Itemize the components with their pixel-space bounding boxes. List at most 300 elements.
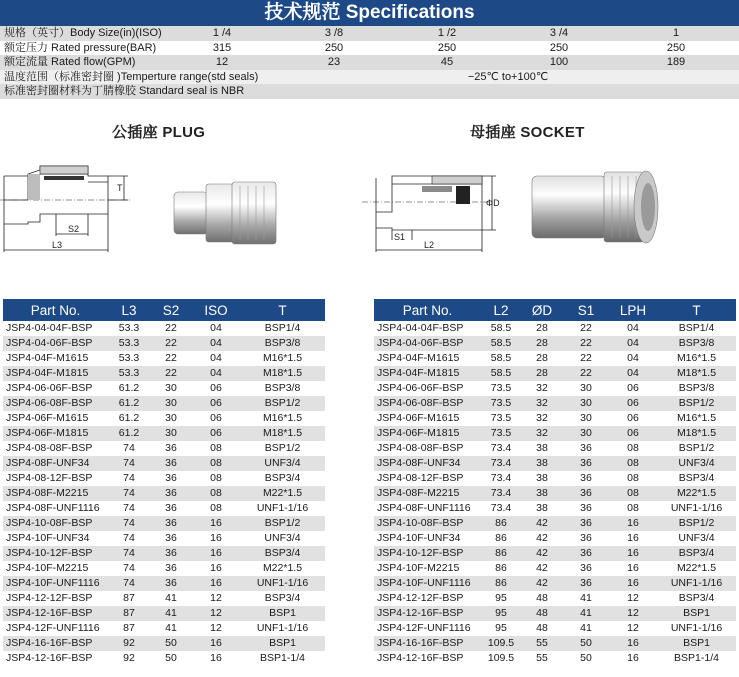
- plug-table: [3, 299, 325, 666]
- table-row: [3, 441, 325, 456]
- spec-row-body-size: [0, 26, 739, 41]
- table-cell: 92: [108, 651, 150, 666]
- part-number-cell: JSP4-12-16F-BSP: [374, 651, 481, 666]
- spec-value: 23: [327, 56, 341, 68]
- table-cell: 74: [108, 501, 150, 516]
- spec-value: 250: [324, 41, 344, 54]
- table-cell: UNF3/4: [657, 456, 736, 471]
- table-cell: 30: [563, 396, 609, 411]
- table-row: [3, 456, 325, 471]
- table-cell: UNF1-1/16: [657, 576, 736, 591]
- table-row: [3, 336, 325, 351]
- part-number-cell: JSP4-10F-UNF1116: [3, 576, 108, 591]
- table-row: [374, 366, 736, 381]
- table-cell: 38: [521, 441, 563, 456]
- table-row: [374, 651, 736, 666]
- table-row: [374, 561, 736, 576]
- plug-technical-drawing: [0, 152, 140, 262]
- table-cell: BSP3/8: [240, 336, 325, 351]
- table-row: [3, 636, 325, 651]
- table-cell: 61.2: [108, 396, 150, 411]
- table-cell: 87: [108, 591, 150, 606]
- table-cell: 04: [192, 336, 240, 351]
- table-row: [3, 381, 325, 396]
- socket-product-image: [530, 166, 670, 248]
- table-cell: 08: [192, 456, 240, 471]
- table-cell: 61.2: [108, 381, 150, 396]
- spec-row-pressure: [0, 41, 739, 56]
- table-cell: 87: [108, 621, 150, 636]
- table-row: [3, 321, 325, 336]
- table-cell: 12: [609, 591, 657, 606]
- table-row: [374, 591, 736, 606]
- table-row: [374, 381, 736, 396]
- table-cell: 38: [521, 486, 563, 501]
- table-row: [3, 501, 325, 516]
- table-cell: UNF1-1/16: [657, 501, 736, 516]
- part-number-cell: JSP4-04-04F-BSP: [374, 321, 481, 336]
- part-number-cell: JSP4-10-12F-BSP: [374, 546, 481, 561]
- table-cell: 38: [521, 456, 563, 471]
- table-cell: 36: [150, 456, 192, 471]
- table-cell: M22*1.5: [657, 561, 736, 576]
- table-cell: 04: [609, 366, 657, 381]
- spec-value: 1: [672, 27, 680, 39]
- table-cell: 73.5: [481, 411, 521, 426]
- part-number-cell: JSP4-06-06F-BSP: [374, 381, 481, 396]
- part-number-cell: JSP4-12-16F-BSP: [374, 606, 481, 621]
- socket-table-header: [374, 299, 736, 321]
- table-row: [374, 441, 736, 456]
- table-cell: 73.4: [481, 486, 521, 501]
- table-cell: 73.4: [481, 441, 521, 456]
- table-cell: BSP1: [657, 636, 736, 651]
- plug-table-header: [3, 299, 325, 321]
- table-cell: 08: [609, 456, 657, 471]
- table-row: [3, 606, 325, 621]
- table-cell: 06: [609, 411, 657, 426]
- table-cell: 16: [192, 561, 240, 576]
- table-cell: 28: [521, 321, 563, 336]
- table-cell: 109.5: [481, 651, 521, 666]
- table-cell: 86: [481, 531, 521, 546]
- table-cell: 74: [108, 516, 150, 531]
- table-cell: BSP1-1/4: [657, 651, 736, 666]
- table-cell: 30: [563, 411, 609, 426]
- table-row: [374, 456, 736, 471]
- part-number-cell: JSP4-06F-M1615: [3, 411, 108, 426]
- table-cell: 36: [150, 471, 192, 486]
- table-cell: 58.5: [481, 351, 521, 366]
- part-number-cell: JSP4-16-16F-BSP: [3, 636, 108, 651]
- table-cell: 22: [563, 321, 609, 336]
- plug-product-image: [170, 178, 280, 248]
- table-cell: 22: [150, 366, 192, 381]
- part-number-cell: JSP4-06F-M1815: [374, 426, 481, 441]
- table-cell: 74: [108, 471, 150, 486]
- table-cell: 06: [192, 381, 240, 396]
- table-cell: 73.4: [481, 501, 521, 516]
- part-number-cell: JSP4-04-06F-BSP: [374, 336, 481, 351]
- table-cell: BSP3/4: [240, 591, 325, 606]
- table-cell: 12: [192, 591, 240, 606]
- table-cell: 16: [192, 516, 240, 531]
- part-number-cell: JSP4-12-16F-BSP: [3, 606, 108, 621]
- spec-label: 标准密封圈材料为丁腈橡胶 Standard seal is NBR: [4, 85, 245, 97]
- part-number-cell: JSP4-10-12F-BSP: [3, 546, 108, 561]
- part-number-cell: JSP4-06F-M1815: [3, 426, 108, 441]
- spec-title: 技术规范 Specifications: [0, 0, 739, 26]
- table-cell: 22: [563, 366, 609, 381]
- part-number-cell: JSP4-12-12F-BSP: [374, 591, 481, 606]
- table-row: [3, 516, 325, 531]
- table-cell: 109.5: [481, 636, 521, 651]
- table-cell: 58.5: [481, 366, 521, 381]
- table-cell: 73.5: [481, 381, 521, 396]
- table-cell: 36: [563, 441, 609, 456]
- table-cell: UNF1-1/16: [240, 621, 325, 636]
- table-cell: 73.5: [481, 426, 521, 441]
- spec-value: 1 /2: [437, 27, 457, 39]
- part-number-cell: JSP4-04F-M1615: [374, 351, 481, 366]
- table-cell: 41: [150, 606, 192, 621]
- table-cell: 04: [609, 321, 657, 336]
- part-number-cell: JSP4-10-08F-BSP: [3, 516, 108, 531]
- table-cell: BSP1/2: [657, 516, 736, 531]
- spec-value: 250: [666, 41, 686, 54]
- part-number-cell: JSP4-08-08F-BSP: [374, 441, 481, 456]
- socket-table: [374, 299, 736, 666]
- table-cell: M18*1.5: [240, 366, 325, 381]
- table-cell: 06: [609, 396, 657, 411]
- table-cell: M16*1.5: [240, 411, 325, 426]
- table-cell: 42: [521, 546, 563, 561]
- table-cell: BSP1/2: [240, 441, 325, 456]
- table-cell: 06: [609, 426, 657, 441]
- table-cell: M16*1.5: [657, 411, 736, 426]
- part-number-cell: JSP4-12-16F-BSP: [3, 651, 108, 666]
- table-cell: 16: [609, 651, 657, 666]
- table-cell: BSP3/4: [240, 546, 325, 561]
- table-cell: 06: [192, 396, 240, 411]
- table-cell: 12: [609, 606, 657, 621]
- table-row: [3, 471, 325, 486]
- table-cell: 30: [150, 381, 192, 396]
- table-cell: M18*1.5: [657, 426, 736, 441]
- part-number-cell: JSP4-06-08F-BSP: [3, 396, 108, 411]
- table-cell: 53.3: [108, 366, 150, 381]
- spec-label: 额定压力 Rated pressure(BAR): [4, 41, 157, 54]
- table-cell: 28: [521, 351, 563, 366]
- table-cell: 74: [108, 441, 150, 456]
- table-cell: 58.5: [481, 336, 521, 351]
- part-number-cell: JSP4-12F-UNF1116: [3, 621, 108, 636]
- part-number-cell: JSP4-08F-UNF34: [374, 456, 481, 471]
- table-cell: M22*1.5: [657, 486, 736, 501]
- table-cell: 16: [609, 561, 657, 576]
- plug-title: 公插座 PLUG: [112, 124, 206, 141]
- table-cell: BSP3/4: [657, 471, 736, 486]
- table-cell: BSP3/8: [657, 381, 736, 396]
- table-cell: 36: [150, 516, 192, 531]
- table-cell: 06: [609, 381, 657, 396]
- table-cell: 36: [150, 486, 192, 501]
- table-cell: 86: [481, 561, 521, 576]
- table-cell: UNF3/4: [240, 456, 325, 471]
- table-cell: 22: [150, 336, 192, 351]
- table-cell: 74: [108, 486, 150, 501]
- table-row: [3, 366, 325, 381]
- spec-section: [0, 0, 739, 99]
- table-cell: 42: [521, 531, 563, 546]
- table-cell: 50: [563, 651, 609, 666]
- spec-value: 3 /4: [549, 27, 569, 39]
- dim-label-s1: S1: [394, 232, 406, 242]
- table-cell: 41: [150, 591, 192, 606]
- part-number-cell: JSP4-12-12F-BSP: [3, 591, 108, 606]
- table-cell: 08: [609, 501, 657, 516]
- part-number-cell: JSP4-10F-UNF1116: [374, 576, 481, 591]
- spec-value: 1 /4: [212, 27, 232, 39]
- table-cell: 50: [150, 636, 192, 651]
- table-cell: 42: [521, 516, 563, 531]
- table-cell: 04: [609, 336, 657, 351]
- table-cell: 30: [150, 411, 192, 426]
- table-cell: 36: [150, 576, 192, 591]
- table-cell: 28: [521, 366, 563, 381]
- spec-value: 315: [212, 41, 232, 54]
- table-cell: 16: [609, 546, 657, 561]
- part-number-cell: JSP4-06F-M1615: [374, 411, 481, 426]
- table-cell: 38: [521, 501, 563, 516]
- part-number-cell: JSP4-10F-UNF34: [374, 531, 481, 546]
- table-row: [374, 636, 736, 651]
- table-row: [374, 486, 736, 501]
- part-number-cell: JSP4-08F-UNF34: [3, 456, 108, 471]
- table-cell: 12: [192, 606, 240, 621]
- table-cell: 32: [521, 381, 563, 396]
- table-cell: 55: [521, 651, 563, 666]
- column-header: Part No.: [3, 299, 108, 321]
- table-cell: 95: [481, 621, 521, 636]
- table-cell: 04: [192, 351, 240, 366]
- socket-title: 母插座 SOCKET: [470, 124, 585, 141]
- dim-label-s2: S2: [68, 224, 80, 234]
- table-cell: 16: [192, 636, 240, 651]
- table-cell: 22: [563, 336, 609, 351]
- table-cell: 86: [481, 546, 521, 561]
- table-cell: 36: [150, 441, 192, 456]
- table-cell: 74: [108, 561, 150, 576]
- spec-value: 189: [666, 56, 686, 68]
- table-row: [374, 546, 736, 561]
- table-cell: BSP1/2: [240, 396, 325, 411]
- column-header: L3: [108, 299, 150, 321]
- table-cell: BSP3/8: [240, 381, 325, 396]
- column-header: ISO: [192, 299, 240, 321]
- table-cell: BSP1/2: [657, 441, 736, 456]
- table-row: [3, 411, 325, 426]
- table-cell: 36: [563, 561, 609, 576]
- table-cell: 32: [521, 411, 563, 426]
- table-row: [3, 576, 325, 591]
- table-cell: 36: [563, 516, 609, 531]
- part-number-cell: JSP4-10F-M2215: [374, 561, 481, 576]
- table-cell: 04: [609, 351, 657, 366]
- table-row: [3, 546, 325, 561]
- table-cell: 73.5: [481, 396, 521, 411]
- table-cell: M22*1.5: [240, 561, 325, 576]
- table-row: [3, 396, 325, 411]
- part-number-cell: JSP4-12F-UNF1116: [374, 621, 481, 636]
- table-cell: 36: [563, 501, 609, 516]
- table-cell: 16: [192, 651, 240, 666]
- table-cell: 95: [481, 591, 521, 606]
- table-cell: UNF1-1/16: [657, 621, 736, 636]
- table-cell: BSP3/8: [657, 336, 736, 351]
- table-cell: 08: [609, 486, 657, 501]
- spec-row-temperature: [0, 70, 739, 85]
- part-number-cell: JSP4-08F-UNF1116: [374, 501, 481, 516]
- table-cell: UNF1-1/16: [240, 576, 325, 591]
- part-number-cell: JSP4-08F-UNF1116: [3, 501, 108, 516]
- table-cell: 32: [521, 396, 563, 411]
- table-cell: 36: [150, 501, 192, 516]
- table-cell: 86: [481, 576, 521, 591]
- table-cell: UNF3/4: [657, 531, 736, 546]
- table-cell: 30: [150, 426, 192, 441]
- table-cell: 16: [192, 576, 240, 591]
- table-cell: 87: [108, 606, 150, 621]
- part-number-cell: JSP4-08-08F-BSP: [3, 441, 108, 456]
- table-cell: BSP1: [240, 636, 325, 651]
- table-cell: 36: [563, 531, 609, 546]
- table-cell: BSP1/2: [657, 396, 736, 411]
- part-number-cell: JSP4-08F-M2215: [3, 486, 108, 501]
- spec-value: 100: [549, 56, 569, 68]
- table-cell: 42: [521, 576, 563, 591]
- spec-value: 45: [440, 56, 454, 68]
- table-cell: 74: [108, 546, 150, 561]
- part-number-cell: JSP4-04F-M1815: [3, 366, 108, 381]
- table-row: [3, 426, 325, 441]
- dim-label-t: T: [117, 183, 123, 193]
- column-header: Part No.: [374, 299, 481, 321]
- table-cell: 50: [563, 636, 609, 651]
- table-cell: 41: [150, 621, 192, 636]
- table-row: [3, 351, 325, 366]
- table-row: [3, 591, 325, 606]
- table-cell: 22: [563, 351, 609, 366]
- table-cell: 86: [481, 516, 521, 531]
- table-cell: 16: [192, 531, 240, 546]
- table-cell: 36: [150, 561, 192, 576]
- table-cell: 08: [192, 471, 240, 486]
- table-cell: 55: [521, 636, 563, 651]
- part-number-cell: JSP4-04F-M1815: [374, 366, 481, 381]
- table-cell: 30: [563, 381, 609, 396]
- table-cell: 53.3: [108, 321, 150, 336]
- table-row: [374, 531, 736, 546]
- table-cell: 32: [521, 426, 563, 441]
- table-cell: 50: [150, 651, 192, 666]
- table-cell: M16*1.5: [657, 351, 736, 366]
- table-cell: 36: [150, 531, 192, 546]
- table-cell: 92: [108, 636, 150, 651]
- column-header: T: [240, 299, 325, 321]
- table-row: [3, 486, 325, 501]
- table-cell: M18*1.5: [657, 366, 736, 381]
- table-cell: BSP1/2: [240, 516, 325, 531]
- table-cell: 16: [609, 516, 657, 531]
- table-cell: BSP1-1/4: [240, 651, 325, 666]
- column-header: S2: [150, 299, 192, 321]
- dim-label-l3: L3: [52, 240, 63, 250]
- table-cell: 53.3: [108, 336, 150, 351]
- table-cell: BSP1: [240, 606, 325, 621]
- table-cell: 12: [609, 621, 657, 636]
- spec-value: −25℃ to+100℃: [467, 70, 549, 83]
- table-cell: 08: [192, 501, 240, 516]
- table-cell: 08: [192, 441, 240, 456]
- table-cell: 08: [609, 471, 657, 486]
- part-number-cell: JSP4-10F-M2215: [3, 561, 108, 576]
- table-cell: 41: [563, 591, 609, 606]
- table-row: [374, 471, 736, 486]
- table-cell: 53.3: [108, 351, 150, 366]
- part-number-cell: JSP4-08F-M2215: [374, 486, 481, 501]
- spec-row-flow: [0, 55, 739, 70]
- table-row: [374, 516, 736, 531]
- table-cell: 48: [521, 606, 563, 621]
- table-cell: M18*1.5: [240, 426, 325, 441]
- table-cell: 36: [563, 456, 609, 471]
- table-cell: 61.2: [108, 426, 150, 441]
- spec-value: 3 /8: [324, 27, 344, 39]
- column-header: S1: [563, 299, 609, 321]
- table-cell: 16: [192, 546, 240, 561]
- table-cell: BSP3/4: [657, 591, 736, 606]
- table-cell: 06: [192, 426, 240, 441]
- table-cell: 74: [108, 531, 150, 546]
- table-row: [374, 396, 736, 411]
- table-row: [374, 621, 736, 636]
- table-row: [374, 336, 736, 351]
- socket-technical-drawing: [362, 160, 502, 260]
- table-row: [374, 426, 736, 441]
- table-row: [3, 621, 325, 636]
- table-cell: 16: [609, 576, 657, 591]
- table-cell: 16: [609, 636, 657, 651]
- spec-label: 规格（英寸）Body Size(in)(ISO): [4, 27, 162, 39]
- table-cell: 30: [150, 396, 192, 411]
- part-number-cell: JSP4-16-16F-BSP: [374, 636, 481, 651]
- table-row: [374, 321, 736, 336]
- table-cell: 42: [521, 561, 563, 576]
- table-cell: 04: [192, 366, 240, 381]
- part-number-cell: JSP4-04-06F-BSP: [3, 336, 108, 351]
- part-number-cell: JSP4-06-08F-BSP: [374, 396, 481, 411]
- table-cell: 38: [521, 471, 563, 486]
- table-row: [374, 501, 736, 516]
- spec-value: 250: [549, 41, 569, 54]
- table-cell: 12: [192, 621, 240, 636]
- table-cell: BSP3/4: [240, 471, 325, 486]
- table-cell: 48: [521, 591, 563, 606]
- table-cell: 73.4: [481, 471, 521, 486]
- spec-row-seal: [0, 84, 739, 99]
- table-cell: 30: [563, 426, 609, 441]
